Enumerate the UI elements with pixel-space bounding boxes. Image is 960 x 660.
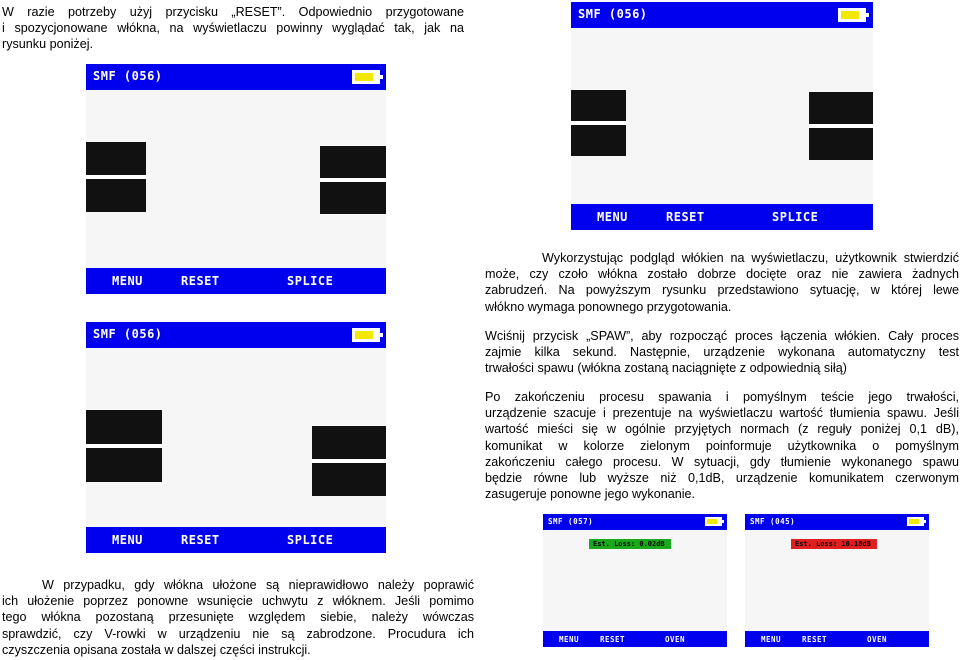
fiber-view <box>745 530 929 631</box>
text-line: ich ułożenie poprzez ponowne wsunięcie uchwytu z włóknem. Jeśli pomimo <box>2 594 474 609</box>
fiber-view <box>543 530 727 631</box>
estimated-loss-ok: Est. Loss: 0.02dB <box>589 539 671 549</box>
battery-icon <box>352 328 380 342</box>
fiber-type-label: SMF (056) <box>578 7 648 21</box>
intro-paragraph <box>2 4 464 53</box>
fiber-type-label: SMF (045) <box>750 517 796 526</box>
text-line: może, czy czoło włókna zostało dobrze docięte oraz nie zawiera żadnych <box>485 267 959 282</box>
battery-icon <box>907 517 924 526</box>
splicer-screen-top-right <box>571 2 873 230</box>
screen-footer <box>86 268 386 294</box>
splice-paragraph <box>485 328 959 377</box>
left-fiber <box>86 142 146 212</box>
battery-icon <box>705 517 722 526</box>
oven-softkey[interactable]: OVEN <box>665 635 686 644</box>
screen-header <box>86 64 386 90</box>
loss-paragraph <box>485 389 959 502</box>
screen-footer <box>745 631 929 647</box>
text-line: zasugeruje ponowne jego wykonanie. <box>485 487 696 502</box>
reset-softkey[interactable]: RESET <box>181 533 220 547</box>
splicer-screen-result-ok <box>543 514 727 647</box>
reset-softkey[interactable]: RESET <box>600 635 626 644</box>
right-fiber <box>320 146 386 214</box>
screen-header <box>86 322 386 348</box>
battery-icon <box>352 70 380 84</box>
splicer-screen-low-left <box>86 322 386 553</box>
screen-header <box>543 514 727 530</box>
estimated-loss-bad: Est. Loss: 10.18dB <box>791 539 877 549</box>
screen-footer <box>571 204 873 230</box>
fiber-type-label: SMF (056) <box>93 327 163 341</box>
text-line: W przypadku, gdy włókna ułożone są nieprawidłowo należy poprawić <box>42 578 474 592</box>
menu-softkey[interactable]: MENU <box>112 274 143 288</box>
left-fiber <box>571 90 626 156</box>
splice-softkey[interactable]: SPLICE <box>287 274 334 288</box>
preview-paragraph <box>485 250 959 315</box>
splice-softkey[interactable]: SPLICE <box>772 210 819 224</box>
right-fiber <box>809 92 873 160</box>
misalignment-paragraph <box>2 577 474 658</box>
screen-footer <box>543 631 727 647</box>
text-line: Wciśnij przycisk „SPAW”, aby rozpocząć proces łączenia włókien. Cały proces <box>485 329 959 343</box>
fiber-type-label: SMF (056) <box>93 69 163 83</box>
menu-softkey[interactable]: MENU <box>761 635 782 644</box>
text-line: urządzenie szacuje i prezentuje na wyświetlaczu wartość tłumienia spawu. Jeśli <box>485 406 959 421</box>
reset-softkey[interactable]: RESET <box>181 274 220 288</box>
text-line: czyszczenia opisana została w dalszej części instrukcji. <box>2 642 311 657</box>
left-fiber <box>86 410 162 482</box>
text-line: wartość mieści się w ogólnie przyjętych normach (z reguły poniżej 0,1 dB), <box>485 422 959 437</box>
text-line: Wykorzystując podgląd włókien na wyświetlaczu, użytkownik stwierdzić <box>542 251 959 265</box>
text-line: W razie potrzeby użyj przycisku „RESET”. Odpowiednio przygotowane <box>2 5 464 19</box>
oven-softkey[interactable]: OVEN <box>867 635 888 644</box>
text-line: tego włókna pozostaną przesunięte względem siebie, należy wówczas <box>2 610 474 625</box>
text-line: będzie równe lub wyższe niż 0,1dB, urządzenie komunikatem czerwonym <box>485 471 959 486</box>
reset-softkey[interactable]: RESET <box>802 635 828 644</box>
fiber-view <box>86 90 386 268</box>
menu-softkey[interactable]: MENU <box>112 533 143 547</box>
text-line: sprawdzić, czy V-rowki w urządzeniu nie są zabrodzone. Procudura ich <box>2 626 474 641</box>
text-line: komunikat w kolorze zielonym poinformuje użytkownika o pomyślnym <box>485 438 959 453</box>
fiber-type-label: SMF (057) <box>548 517 594 526</box>
text-line: zajmie kilka sekund. Następnie, urządzenie wykonana automatyczny test <box>485 345 959 360</box>
text-line: rysunku poniżej. <box>2 37 94 52</box>
menu-softkey[interactable]: MENU <box>559 635 580 644</box>
fiber-view <box>571 28 873 204</box>
fiber-view <box>86 348 386 527</box>
splicer-screen-mid-left <box>86 64 386 294</box>
screen-header <box>571 2 873 28</box>
menu-softkey[interactable]: MENU <box>597 210 628 224</box>
text-line: trwałości spawu (włókna zostaną naciągnięte z odpowiednią siłą) <box>485 361 847 376</box>
splicer-screen-result-bad <box>745 514 929 647</box>
screen-footer <box>86 527 386 553</box>
right-fiber <box>312 426 386 496</box>
text-line: zakończeniu całego procesu. W sytuacji, gdy tłumienie wykonanego spawu <box>485 454 959 469</box>
battery-icon <box>838 8 866 22</box>
splice-softkey[interactable]: SPLICE <box>287 533 334 547</box>
screen-header <box>745 514 929 530</box>
text-line: Po zakończeniu procesu spawania i pomyślnym teście jego trwałości, <box>485 390 959 404</box>
text-line: włókno wymaga ponownego przygotowania. <box>485 299 732 314</box>
reset-softkey[interactable]: RESET <box>666 210 705 224</box>
text-line: zabrudzeń. Na powyższym rysunku przedstawiono sytuację, w której lewe <box>485 283 959 298</box>
text-line: i spozycjonowane włókna, na wyświetlaczu powinny wyglądać tak, jak na <box>2 21 464 36</box>
